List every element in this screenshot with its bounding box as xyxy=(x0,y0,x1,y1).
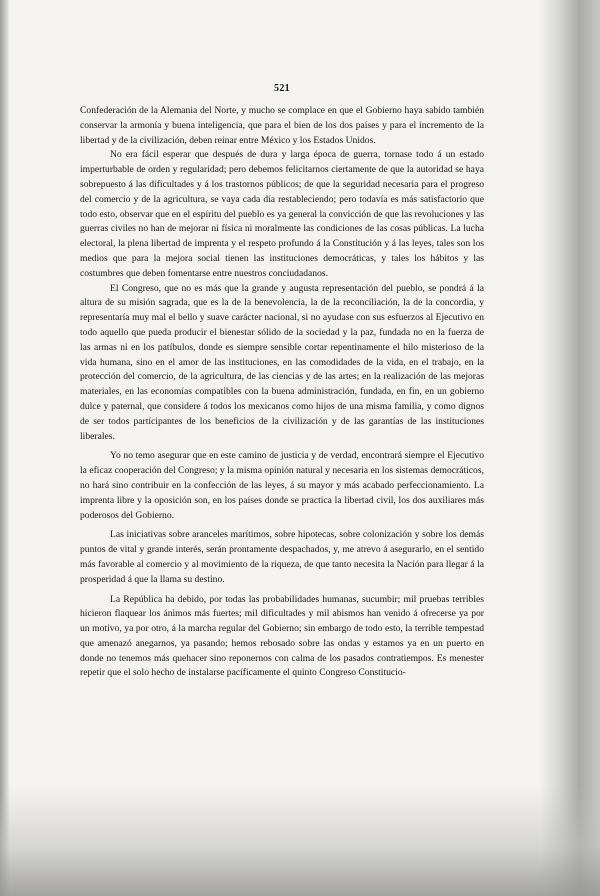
body-text xyxy=(80,104,484,681)
paragraph-4: Yo no temo asegurar que en este camino de justicia y de verdad, encontrará siempre el Ejecutivo la eficaz cooperación del Congreso; y la misma opinión natural y necesaria en los sistemas democráticos, no hará sino contribuir en la confección de las leyes, á su mayor y más acabado perfeccionamiento. La imprenta libre y la oposición son, en los países donde se practica la libertad civil, los dos auxiliares más poderosos del Gobierno. xyxy=(80,450,484,521)
paragraph-3: El Congreso, que no es más que la grande y augusta representación del pueblo, se pondrá á la altura de su misión sagrada, que es la de la benevolencia, la de la reconciliación, la de la concordia, y representaría muy mal el bello y suave carácter nacional, si no ayudase con sus esfuerzos al Ejecutivo en todo aquello que pueda producir el bienestar sólido de la sociedad y la paz, fundada no en la fuerza de las armas ni en los patíbulos, donde es siempre sensible cortar repentinamente el hilo misterioso de la vida humana, sino en el amor de las instituciones, en las comodidades de la vida, en el trabajo, en la protección del comercio, de la agricultura, de las ciencias y de las artes; en la realización de las mejoras materiales, en las economías compatibles con la buena administración, fundada, en fin, en un gobierno dulce y paternal, que considere á todos los mexicanos como hijos de una misma familia, y como dignos de ser todos partícipantes de los beneficios de la civilización y de las garantías de las instituciones liberales. xyxy=(80,282,484,442)
paragraph-5: Las iniciativas sobre aranceles marítimos, sobre hipotecas, sobre colonización y sobre los demás puntos de vital y grande interés, serán prontamente despachados, y, me atrevo á asegurarlo, en el sentido más favorable al comercio y al movimiento de la riqueza, de que tanto necesita la Nación para llegar á la prosperidad á que la llama su destino. xyxy=(80,529,484,585)
paragraph-1: Confederación de la Alemania del Norte, y mucho se complace en que el Gobierno haya sabido también conservar la armonía y buena inteligencia, que para el bien de los dos países y para el incremento de la libertad y de la civilización, deben reinar entre México y los Estados Unidos. xyxy=(80,105,484,146)
paragraph-2: No era fácil esperar que después de dura y larga época de guerra, tornase todo á un estado imperturbable de orden y regularidad; pero debemos felicitarnos ciertamente de que la autoridad se haya sobrepuesto á las dificultades y á los trastornos públicos; de que la seguridad necesaria para el progreso del comercio y de la agricultura, se vaya cada día restableciendo; pero todavía es más satisfactorio que todo esto, observar que en el espíritu del pueblo es ya general la convicción de que las revoluciones y las guerras civiles no han de mejorar ni física ni moralmente las condiciones de las cosas públicas. La lucha electoral, la plena libertad de imprenta y el respeto profundo á la Constitución y á las leyes, tales son los medios que para la mejora social tienen las instituciones democráticas, y tales los hábitos y las costumbres que deben fomentarse entre nuestros conciudadanos. xyxy=(80,149,484,279)
scan-edge-left xyxy=(0,0,10,896)
paragraph-6: La República ha debido, por todas las probabilidades humanas, sucumbir; mil pruebas terribles hicieron flaquear los ánimos más fuertes; mil dificultades y mil abismos han venido á ofrecerse ya por un motivo, ya por otro, á la marcha regular del Gobierno; sin embargo de todo esto, la terrible tempestad que amenazó anegarnos, ya pasando; hemos rebosado sobre las ondas y estamos ya en un puerto en donde no tenemos más quehacer sino reponernos con calma de los pasados contratiempos. Es menester repetir que el solo hecho de instalarse pacíficamente el quinto Congreso Constitucio- xyxy=(80,593,484,679)
scan-edge-right xyxy=(540,0,600,896)
page-number: 521 xyxy=(274,83,290,94)
scan-shadow-bottom xyxy=(0,786,600,896)
